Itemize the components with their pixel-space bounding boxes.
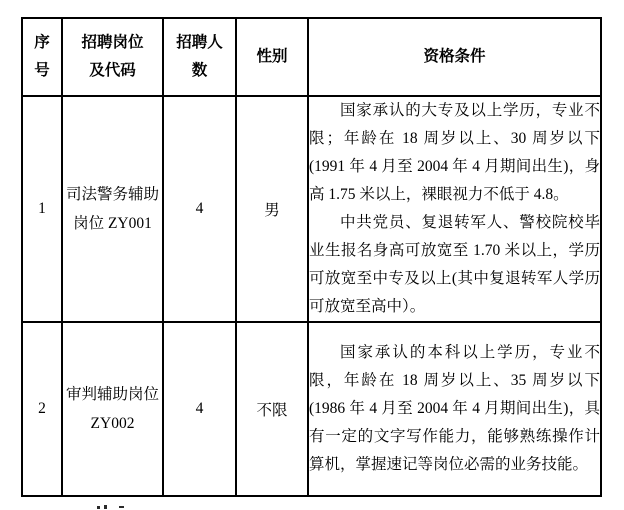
position-line-1: 审判辅助岗位: [65, 386, 159, 403]
qualification-paragraph: 国家承认的大专及以上学历，专业不限；年龄在 18 周岁以上、30 周岁以下(1991 年 4 月至 2004 年 4 月期间出生)，身高 1.75 米以上，裸眼视力不低于 4.8。: [309, 102, 600, 203]
table-row: [22, 322, 601, 496]
header-headcount-line-2: 数: [191, 62, 208, 79]
table-row: [22, 96, 601, 322]
cell-serial-number: 1: [22, 96, 62, 322]
recruitment-positions-table: [21, 17, 602, 497]
header-serial-line-1: 序: [34, 34, 50, 51]
position-line-2: ZY002: [90, 415, 135, 432]
header-cell-position-code: [62, 18, 163, 96]
cell-gender: 不限: [236, 322, 308, 496]
cropped-next-line-fragment: [97, 506, 100, 509]
header-cell-qualifications: [308, 18, 601, 96]
table-header-row: [22, 18, 601, 96]
header-position-line-2: 及代码: [89, 62, 136, 79]
cell-serial-number: 2: [22, 322, 62, 496]
cell-headcount: 4: [163, 322, 236, 496]
cell-headcount: 4: [163, 96, 236, 322]
cropped-next-line-fragment: [119, 506, 124, 508]
header-headcount-line-1: 招聘人: [176, 34, 223, 51]
cell-gender: 男: [236, 96, 308, 322]
header-position-line-1: 招聘岗位: [81, 34, 144, 51]
header-cell-gender: [236, 18, 308, 96]
position-line-1: 司法警务辅助: [65, 186, 159, 203]
header-qualifications-line: 资格条件: [423, 48, 486, 65]
cell-qualifications: [308, 96, 601, 322]
header-cell-headcount: [163, 18, 236, 96]
qualification-paragraph: 中共党员、复退转军人、警校院校毕业生报名身高可放宽至 1.70 米以上，学历可放宽至中专及以上(其中复退转军人学历可放宽至高中）。: [309, 214, 600, 315]
cell-position-code: [62, 322, 163, 496]
header-serial-line-2: 号: [34, 62, 50, 79]
cropped-next-line-fragment: [104, 505, 107, 509]
cell-qualifications: [308, 322, 601, 496]
qualification-paragraph: 国家承认的本科以上学历，专业不限，年龄在 18 周岁以上、35 周岁以下(1986 年 4 月至 2004 年 4 月期间出生)，具有一定的文字写作能力，能够熟练操作计算机，掌握速记等岗位必需的业务技能。: [309, 344, 600, 473]
header-cell-serial-number: [22, 18, 62, 96]
position-line-2: 岗位 ZY001: [73, 215, 152, 232]
cell-position-code: [62, 96, 163, 322]
header-gender-line: 性别: [256, 48, 288, 65]
